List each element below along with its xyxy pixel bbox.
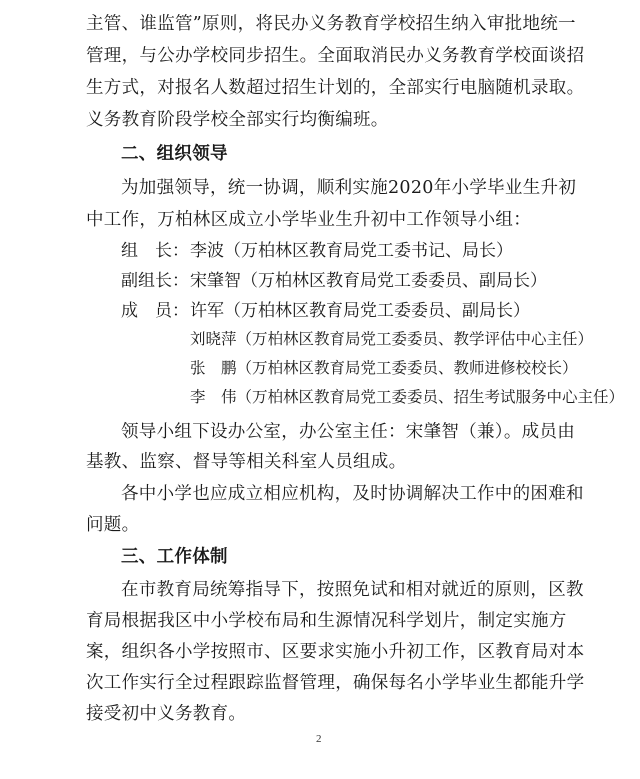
intro-line-4: 义务教育阶段学校全部实行均衡编班。 [86,110,389,130]
section2-paragraph-line-2: 中工作，万柏林区成立小学毕业生升初中工作领导小组： [86,210,531,230]
member-4: 李 伟（万柏林区教育局党工委委员、招生考试服务中心主任） [190,388,625,406]
section3-line-4: 次工作实行全过程跟踪监督管理，确保每名小学毕业生都能升学 [86,673,585,693]
leader-role: 组 长： [121,241,189,261]
members-role: 成 员： [121,301,189,321]
schools-line-2: 问题。 [86,515,140,535]
section3-line-2: 育局根据我区中小学校布局和生源情况科学划片，制定实施方 [86,611,567,631]
section3-line-5: 接受初中义务教育。 [86,704,247,724]
office-line-1: 领导小组下设办公室，办公室主任：宋肇智（兼）。成员由 [121,422,576,442]
intro-line-3: 生方式，对报名人数超过招生计划的，全部实行电脑随机录取。 [86,78,585,98]
intro-line-2: 管理，与公办学校同步招生。全面取消民办义务教育学校面谈招 [86,46,585,66]
office-line-2: 基教、监察、督导等相关科室人员组成。 [86,452,407,472]
section3-line-1: 在市教育局统筹指导下，按照免试和相对就近的原则，区教 [121,580,584,600]
member-1: 许军（万柏林区教育局党工委委员、副局长） [190,301,530,321]
deputy-name: 宋肇智（万柏林区教育局党工委委员、副局长） [190,271,547,291]
leader-name: 李波（万柏林区教育局党工委书记、局长） [190,241,513,261]
section3-line-3: 案，组织各小学按照市、区要求实施小升初工作，区教育局对本 [86,642,585,662]
section-heading-organization: 二、组织领导 [121,144,228,164]
page-number: 2 [316,733,322,745]
member-3: 张 鹏（万柏林区教育局党工委委员、教师进修校校长） [190,359,578,377]
deputy-role: 副组长： [121,271,189,291]
section-heading-work-system: 三、工作体制 [121,547,228,567]
section2-paragraph-line-1: 为加强领导，统一协调，顺利实施2020年小学毕业生升初 [121,178,577,198]
schools-line-1: 各中小学也应成立相应机构，及时协调解决工作中的困难和 [121,484,584,504]
intro-line-1: 主管、谁监管”原则，将民办义务教育学校招生纳入审批地统一 [86,14,576,34]
member-2: 刘晓萍（万柏林区教育局党工委委员、教学评估中心主任） [190,330,594,348]
